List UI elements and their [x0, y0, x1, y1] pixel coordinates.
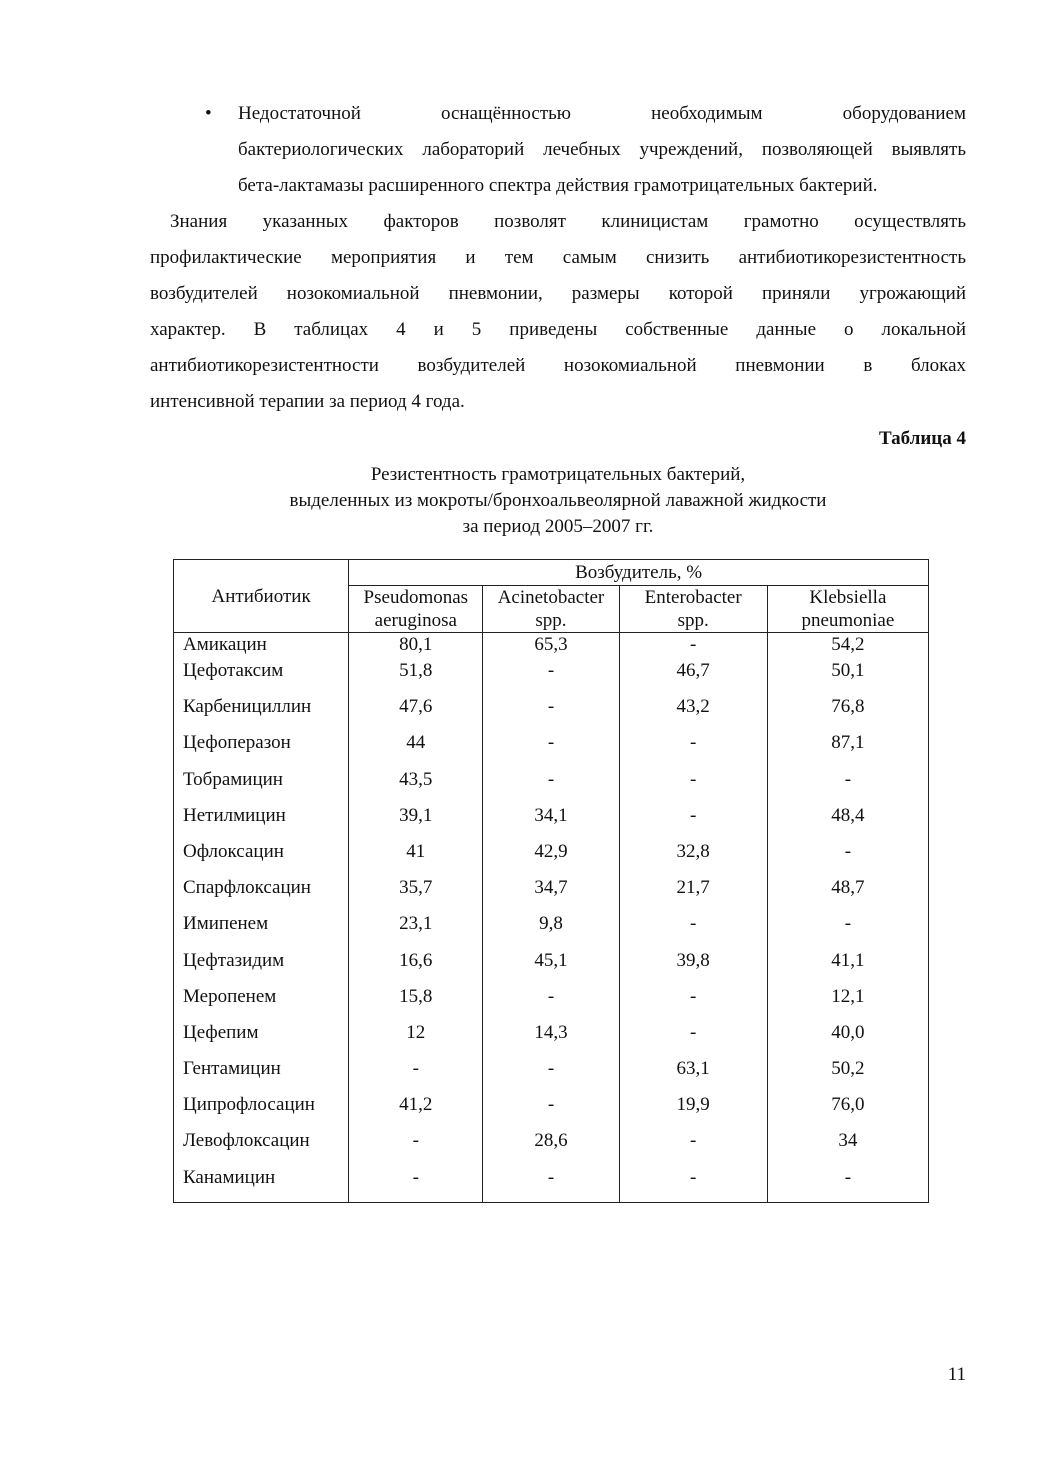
antibiotic-name-cell: Нетилмицин: [174, 804, 349, 840]
bullet-list: [150, 96, 966, 204]
resistance-value-cell: 41,2: [349, 1093, 483, 1129]
table-row: [174, 840, 929, 876]
header-organism: [483, 586, 619, 633]
table-body: [174, 633, 929, 1203]
resistance-value-cell: -: [483, 1057, 619, 1093]
resistance-value-cell: -: [619, 985, 767, 1021]
antibiotic-name-cell: Имипенем: [174, 912, 349, 948]
resistance-value-cell: 9,8: [483, 912, 619, 948]
antibiotic-name-cell: Гентамицин: [174, 1057, 349, 1093]
caption-line-3: за период 2005–2007 гг.: [462, 516, 654, 537]
table-caption: [150, 462, 966, 540]
resistance-value-cell: 43,5: [349, 768, 483, 804]
resistance-value-cell: -: [767, 840, 928, 876]
resistance-value-cell: 41,1: [767, 949, 928, 985]
header-organism: [349, 586, 483, 633]
table-row: [174, 876, 929, 912]
resistance-value-cell: -: [619, 768, 767, 804]
paragraph-line-5: антибиотикорезистентности возбудителей нозокомиальной пневмонии в блоках: [150, 355, 966, 376]
resistance-value-cell: 42,9: [483, 840, 619, 876]
bullet-line-1: Недостаточной оснащённостью необходимым оборудованием: [238, 103, 966, 124]
resistance-value-cell: 14,3: [483, 1021, 619, 1057]
header-organism: [619, 586, 767, 633]
resistance-value-cell: 39,8: [619, 949, 767, 985]
organism-name-line2: aeruginosa: [374, 610, 457, 631]
resistance-value-cell: 41: [349, 840, 483, 876]
antibiotic-name-cell: Канамицин: [174, 1166, 349, 1203]
resistance-value-cell: 23,1: [349, 912, 483, 948]
antibiotic-name-cell: Карбенициллин: [174, 695, 349, 731]
table-row: [174, 659, 929, 695]
header-antibiotic: Антибиотик: [174, 560, 349, 633]
resistance-value-cell: 39,1: [349, 804, 483, 840]
resistance-value-cell: -: [483, 1166, 619, 1203]
bullet-line-3: бета-лактамазы расширенного спектра действия грамотрицательных бактерий.: [238, 175, 878, 196]
resistance-value-cell: 47,6: [349, 695, 483, 731]
resistance-value-cell: -: [349, 1057, 483, 1093]
antibiotic-name-cell: Тобрамицин: [174, 768, 349, 804]
caption-line-2: выделенных из мокроты/бронхоальвеолярной лаважной жидкости: [289, 490, 827, 511]
organism-name: Pseudomonas: [363, 587, 469, 608]
resistance-value-cell: 12: [349, 1021, 483, 1057]
resistance-value-cell: 40,0: [767, 1021, 928, 1057]
antibiotic-name-cell: Ципрофлосацин: [174, 1093, 349, 1129]
resistance-value-cell: 54,2: [767, 633, 928, 660]
antibiotic-name-cell: Цефтазидим: [174, 949, 349, 985]
table-row: [174, 768, 929, 804]
resistance-value-cell: -: [619, 633, 767, 660]
paragraph-line-6: интенсивной терапии за период 4 года.: [150, 391, 465, 412]
paragraph-line-4: характер. В таблицах 4 и 5 приведены собственные данные о локальной: [150, 319, 966, 340]
resistance-value-cell: 32,8: [619, 840, 767, 876]
resistance-value-cell: 76,0: [767, 1093, 928, 1129]
organism-name: Enterobacter: [644, 587, 742, 608]
antibiotic-name-cell: Спарфлоксацин: [174, 876, 349, 912]
resistance-value-cell: 76,8: [767, 695, 928, 731]
table-row: [174, 1093, 929, 1129]
resistance-value-cell: 87,1: [767, 731, 928, 767]
resistance-value-cell: -: [619, 1129, 767, 1165]
table-row: [174, 985, 929, 1021]
body-paragraph: [150, 204, 966, 420]
paragraph-line-1: Знания указанных факторов позволят клиницистам грамотно осуществлять: [170, 211, 966, 232]
antibiotic-name-cell: Левофлоксацин: [174, 1129, 349, 1165]
organism-name: Klebsiella: [809, 587, 887, 608]
table-row: [174, 804, 929, 840]
resistance-value-cell: -: [619, 1021, 767, 1057]
resistance-value-cell: -: [483, 695, 619, 731]
resistance-value-cell: -: [483, 1093, 619, 1129]
resistance-value-cell: -: [483, 768, 619, 804]
resistance-value-cell: 51,8: [349, 659, 483, 695]
resistance-value-cell: 15,8: [349, 985, 483, 1021]
organism-name-line2: spp.: [535, 610, 567, 631]
table-row: [174, 731, 929, 767]
table-row: [174, 695, 929, 731]
resistance-value-cell: -: [767, 912, 928, 948]
header-pathogen-group: Возбудитель, %: [349, 560, 929, 586]
resistance-value-cell: 34,7: [483, 876, 619, 912]
resistance-value-cell: 12,1: [767, 985, 928, 1021]
organism-name: Acinetobacter: [497, 587, 605, 608]
resistance-value-cell: 46,7: [619, 659, 767, 695]
caption-line-1: Резистентность грамотрицательных бактерий,: [370, 464, 746, 485]
resistance-value-cell: 28,6: [483, 1129, 619, 1165]
header-organism: [767, 586, 928, 633]
antibiotic-name-cell: Амикацин: [174, 633, 349, 660]
resistance-table: [173, 559, 929, 1203]
resistance-value-cell: 34,1: [483, 804, 619, 840]
antibiotic-name-cell: Цефоперазон: [174, 731, 349, 767]
resistance-value-cell: -: [619, 912, 767, 948]
resistance-value-cell: -: [619, 804, 767, 840]
table-row: [174, 1057, 929, 1093]
resistance-value-cell: 48,7: [767, 876, 928, 912]
organism-name-line2: spp.: [677, 610, 709, 631]
table-row: [174, 912, 929, 948]
antibiotic-name-cell: Меропенем: [174, 985, 349, 1021]
resistance-value-cell: -: [349, 1129, 483, 1165]
table-row: [174, 949, 929, 985]
resistance-value-cell: 65,3: [483, 633, 619, 660]
resistance-value-cell: -: [483, 985, 619, 1021]
bullet-item: [150, 96, 966, 204]
resistance-value-cell: 19,9: [619, 1093, 767, 1129]
antibiotic-name-cell: Цефотаксим: [174, 659, 349, 695]
resistance-value-cell: 35,7: [349, 876, 483, 912]
resistance-value-cell: 43,2: [619, 695, 767, 731]
bullet-line-2: бактериологических лабораторий лечебных учреждений, позволяющей выявлять: [238, 139, 966, 160]
resistance-value-cell: 16,6: [349, 949, 483, 985]
resistance-value-cell: -: [619, 731, 767, 767]
antibiotic-name-cell: Цефепим: [174, 1021, 349, 1057]
page-number: 11: [947, 1364, 966, 1385]
resistance-value-cell: 45,1: [483, 949, 619, 985]
bullet-icon: •: [205, 103, 212, 124]
organism-name-line2: pneumoniae: [801, 610, 895, 631]
resistance-value-cell: 48,4: [767, 804, 928, 840]
resistance-value-cell: -: [619, 1166, 767, 1203]
table-row: [174, 1129, 929, 1165]
resistance-value-cell: 50,2: [767, 1057, 928, 1093]
resistance-value-cell: 44: [349, 731, 483, 767]
resistance-value-cell: 34: [767, 1129, 928, 1165]
resistance-value-cell: -: [483, 731, 619, 767]
paragraph-line-3: возбудителей нозокомиальной пневмонии, размеры которой приняли угрожающий: [150, 283, 966, 304]
resistance-value-cell: 50,1: [767, 659, 928, 695]
antibiotic-name-cell: Офлоксацин: [174, 840, 349, 876]
resistance-value-cell: -: [349, 1166, 483, 1203]
table-row: [174, 633, 929, 660]
resistance-value-cell: 21,7: [619, 876, 767, 912]
resistance-value-cell: -: [767, 768, 928, 804]
resistance-value-cell: -: [483, 659, 619, 695]
resistance-value-cell: 63,1: [619, 1057, 767, 1093]
paragraph-line-2: профилактические мероприятия и тем самым снизить антибиотикорезистентность: [150, 247, 966, 268]
table-row: [174, 1166, 929, 1203]
table-row: [174, 1021, 929, 1057]
resistance-value-cell: -: [767, 1166, 928, 1203]
resistance-value-cell: 80,1: [349, 633, 483, 660]
table-label: Таблица 4: [878, 428, 966, 449]
